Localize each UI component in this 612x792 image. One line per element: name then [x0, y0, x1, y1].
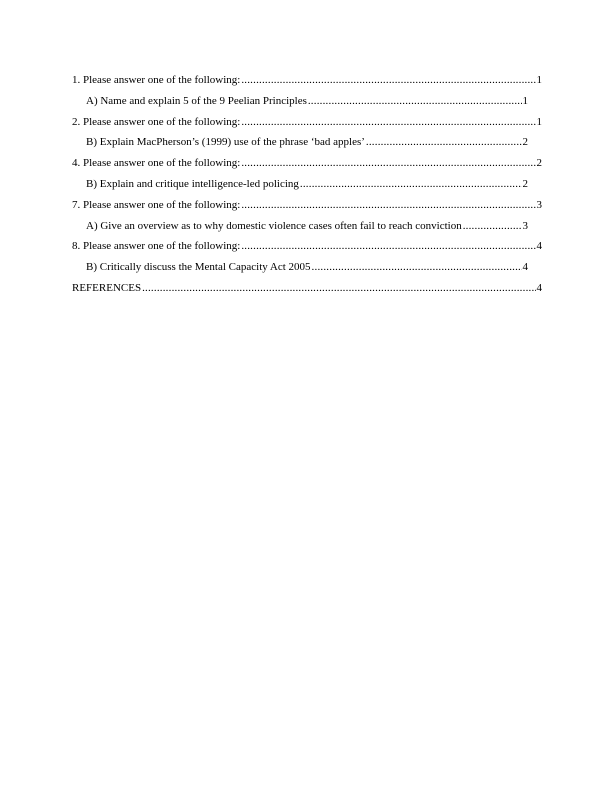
- toc-entry-text: B) Critically discuss the Mental Capacity Act 2005: [86, 261, 311, 274]
- toc-dot-leader: [366, 132, 522, 153]
- toc-dot-leader: [300, 174, 522, 195]
- toc-entry[interactable]: [72, 195, 542, 216]
- toc-page-number: 4: [536, 240, 542, 253]
- toc-page-number: 2: [522, 177, 528, 190]
- toc-entry[interactable]: [72, 278, 542, 299]
- toc-entry[interactable]: [72, 112, 542, 133]
- toc-entry-text: B) Explain MacPherson’s (1999) use of the phrase ‘bad apples’: [86, 136, 365, 149]
- toc-page-number: 2: [522, 136, 528, 149]
- toc-entry-text: 4. Please answer one of the following:: [72, 157, 241, 170]
- table-of-contents: [72, 70, 542, 299]
- toc-entry-text: A) Give an overview as to why domestic violence cases often fail to reach conviction: [86, 219, 462, 232]
- toc-entry[interactable]: [72, 91, 528, 112]
- toc-entry-text: 7. Please answer one of the following:: [72, 198, 241, 211]
- toc-dot-leader: [312, 257, 522, 278]
- toc-entry-text: B) Explain and critique intelligence-led policing: [86, 177, 299, 190]
- toc-entry-text: REFERENCES: [72, 281, 142, 294]
- toc-entry[interactable]: [72, 216, 528, 237]
- toc-page-number: 1: [522, 94, 528, 107]
- toc-dot-leader: [463, 216, 522, 237]
- toc-dot-leader: [142, 278, 535, 299]
- toc-page-number: 4: [536, 281, 542, 294]
- toc-page-number: 1: [536, 115, 542, 128]
- toc-page-number: 4: [522, 261, 528, 274]
- toc-page-number: 2: [536, 157, 542, 170]
- toc-entry[interactable]: [72, 174, 528, 195]
- toc-page-number: 1: [536, 74, 542, 86]
- toc-page-number: 3: [536, 198, 542, 211]
- toc-dot-leader: [241, 112, 535, 133]
- toc-entry[interactable]: [72, 132, 528, 153]
- toc-entry[interactable]: [72, 70, 542, 91]
- toc-dot-leader: [241, 236, 535, 257]
- toc-page-number: 3: [522, 219, 528, 232]
- toc-entry[interactable]: [72, 257, 528, 278]
- toc-dot-leader: [308, 91, 522, 112]
- toc-dot-leader: [241, 153, 535, 174]
- toc-entry-text: 1. Please answer one of the following:: [72, 74, 241, 86]
- toc-entry-text: 8. Please answer one of the following:: [72, 240, 241, 253]
- toc-dot-leader: [241, 70, 535, 91]
- toc-entry[interactable]: [72, 236, 542, 257]
- toc-entry[interactable]: [72, 153, 542, 174]
- toc-entry-text: 2. Please answer one of the following:: [72, 115, 241, 128]
- toc-dot-leader: [241, 195, 535, 216]
- toc-entry-text: A) Name and explain 5 of the 9 Peelian Principles: [86, 94, 307, 107]
